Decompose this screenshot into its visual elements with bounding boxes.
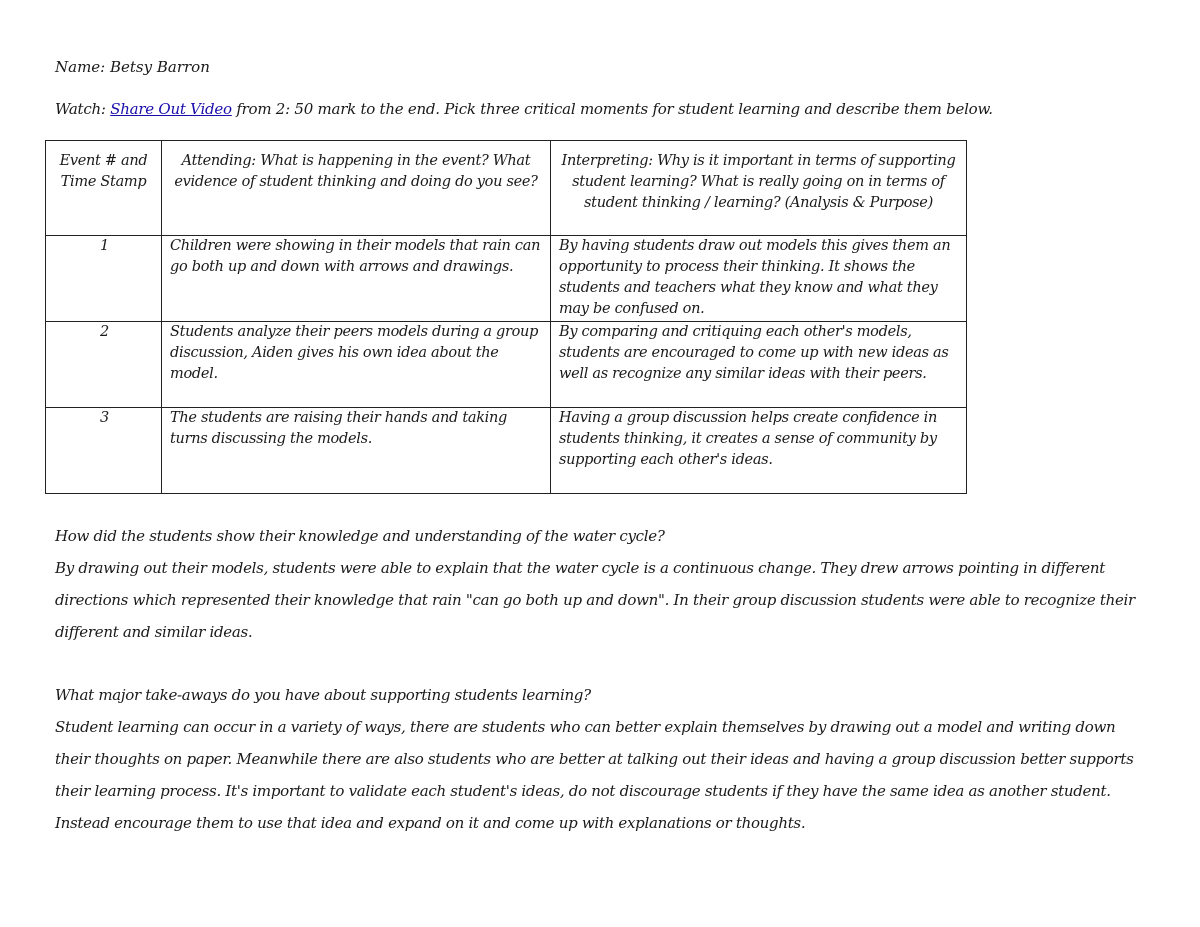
table-row xyxy=(46,236,967,322)
interpreting-cell: By having students draw out models this gives them an opportunity to process their thinking. It shows the students and teachers what they know and what they may be confused on. xyxy=(551,236,967,322)
answer-text: By drawing out their models, students were able to explain that the water cycle is a continuous change. They drew arrows pointing in different directions which represented their knowledge that rain "can go both up and down". In their group discussion students were able to recognize their different and similar ideas. xyxy=(55,559,1135,641)
table-header-row xyxy=(46,141,967,236)
table-row xyxy=(46,322,967,408)
watch-suffix: from 2: 50 mark to the end. Pick three critical moments for student learning and describe them below. xyxy=(231,100,993,118)
events-table xyxy=(45,140,967,494)
attending-cell: The students are raising their hands and taking turns discussing the models. xyxy=(162,408,551,494)
watch-prefix: Watch: xyxy=(55,100,111,118)
interpreting-cell: By comparing and critiquing each other's models, students are encouraged to come up with new ideas as well as recognize any similar ideas with their peers. xyxy=(551,322,967,408)
event-number: 1 xyxy=(46,236,162,322)
column-header-attending: Attending: What is happening in the event? What evidence of student thinking and doing do you see? xyxy=(162,141,551,236)
attending-cell: Children were showing in their models that rain can go both up and down with arrows and drawings. xyxy=(162,236,551,322)
question-text: What major take-aways do you have about supporting students learning? xyxy=(55,686,591,704)
share-out-video-link[interactable]: Share Out Video xyxy=(110,100,232,118)
column-header-event: Event # and Time Stamp xyxy=(46,141,162,236)
watch-instructions xyxy=(55,99,993,119)
answer-text: Student learning can occur in a variety of ways, there are students who can better explain themselves by drawing out a model and writing down their thoughts on paper. Meanwhile there are also students who are better at talking out their ideas and having a group discussion better supports their learning process. It's important to validate each student's ideas, do not discourage students if they have the same idea as another student. Instead encourage them to use that idea and expand on it and come up with explanations or thoughts. xyxy=(55,718,1134,832)
table-row xyxy=(46,408,967,494)
event-number: 3 xyxy=(46,408,162,494)
student-name: Name: Betsy Barron xyxy=(55,58,210,76)
event-number: 2 xyxy=(46,322,162,408)
question-text: How did the students show their knowledge and understanding of the water cycle? xyxy=(55,527,665,545)
interpreting-cell: Having a group discussion helps create confidence in students thinking, it creates a sense of community by supporting each other's ideas. xyxy=(551,408,967,494)
column-header-interpreting: Interpreting: Why is it important in terms of supporting student learning? What is really going on in terms of student thinking / learning? (Analysis & Purpose) xyxy=(551,141,967,236)
question-block-water-cycle xyxy=(55,520,1150,648)
question-block-takeaways xyxy=(55,679,1150,839)
attending-cell: Students analyze their peers models during a group discussion, Aiden gives his own idea about the model. xyxy=(162,322,551,408)
